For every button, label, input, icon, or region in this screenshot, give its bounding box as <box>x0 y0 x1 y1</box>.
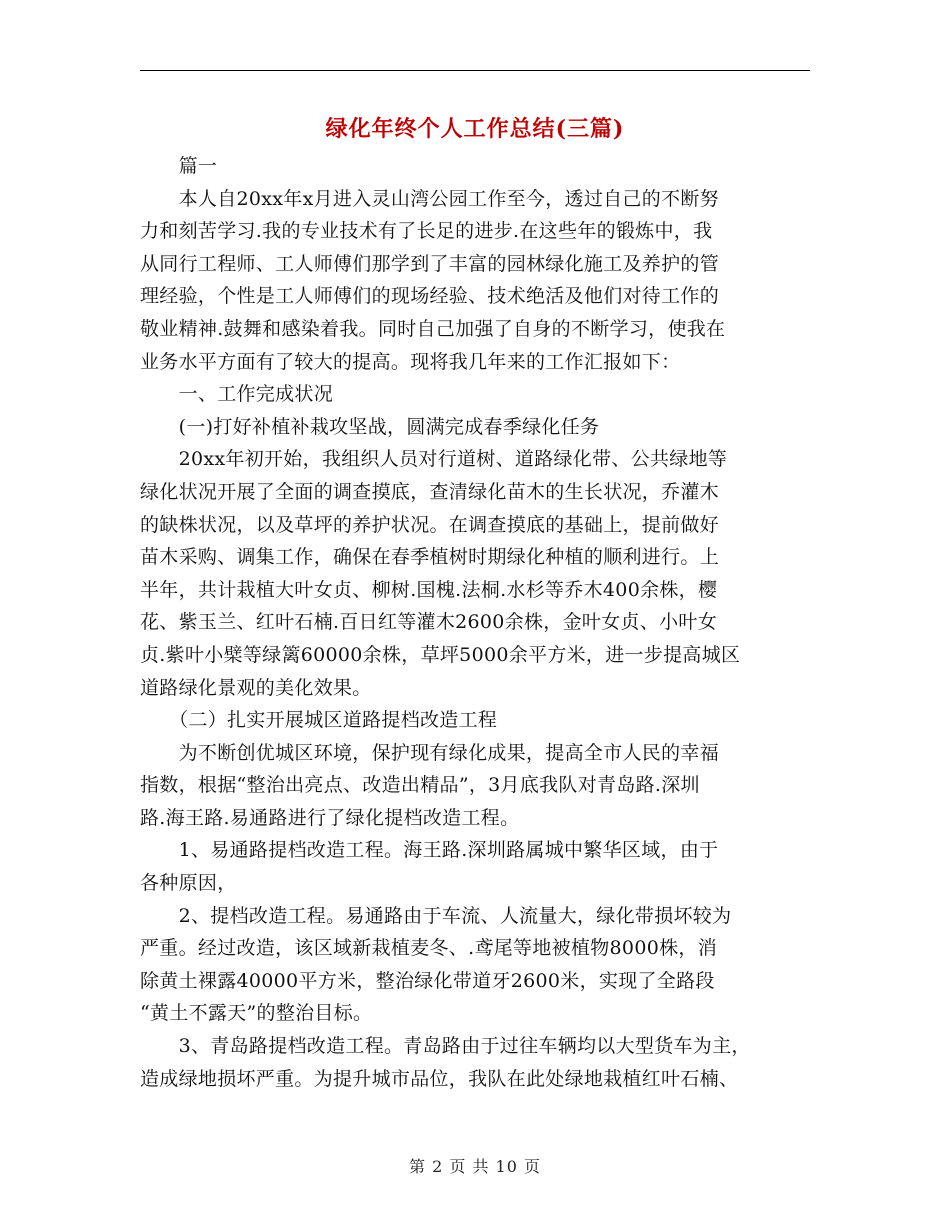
header-rule <box>140 70 810 71</box>
text-line: 各种原因， <box>140 872 237 895</box>
text-line: 敬业精神.鼓舞和感染着我。同时自己加强了自身的不断学习，使我在 <box>140 317 726 340</box>
text-line: 半年，共计栽植大叶女贞、柳树.国槐.法桐.水杉等乔木400余株，樱 <box>140 578 718 601</box>
document-body <box>140 150 815 1095</box>
text-line: 20xx年初开始，我组织人员对行道树、道路绿化带、公共绿地等 <box>140 448 728 471</box>
page-footer: 第 2 页 共 10 页 <box>409 1157 541 1176</box>
text-line: 篇一 <box>140 155 218 177</box>
text-line: 一、工作完成状况 <box>140 383 334 406</box>
text-line: 从同行工程师、工人师傅们那学到了丰富的园林绿化施工及养护的管 <box>140 252 720 275</box>
text-line: 除黄土裸露40000平方米，整治绿化带道牙2600米，实现了全路段 <box>140 969 715 992</box>
text-line: （二）扎实开展城区道路提档改造工程 <box>140 709 498 732</box>
text-line: 严重。经过改造，该区域新栽植麦冬、.鸢尾等地被植物8000株，消 <box>140 937 717 960</box>
text-line: 花、紫玉兰、红叶石楠.百日红等灌木2600余株，金叶女贞、小叶女 <box>140 611 717 634</box>
text-line: 路.海王路.易通路进行了绿化提档改造工程。 <box>140 806 520 829</box>
text-line: 力和刻苦学习.我的专业技术有了长足的进步.在这些年的锻炼中，我 <box>140 220 713 243</box>
text-line: 指数，根据“整治出亮点、改造出精品”，3月底我队对青岛路.深圳 <box>140 774 700 797</box>
text-line: 理经验，个性是工人师傅们的现场经验、技术绝活及他们对待工作的 <box>140 285 720 308</box>
text-line: 2、提档改造工程。易通路由于车流、人流量大，绿化带损坏较为 <box>140 904 732 927</box>
text-line: 为不断创优城区环境，保护现有绿化成果，提高全市人民的幸福 <box>140 741 720 764</box>
text-line: 贞.紫叶小檗等绿篱60000余株，草坪5000余平方米，进一步提高城区 <box>140 643 741 666</box>
text-line: 1、易通路提档改造工程。海王路.深圳路属城中繁华区域，由于 <box>140 839 719 862</box>
text-line: “黄土不露天”的整治目标。 <box>140 1002 373 1025</box>
text-line: 3、青岛路提档改造工程。青岛路由于过往车辆均以大型货车为主， <box>140 1035 751 1058</box>
document-title: 绿化年终个人工作总结(三篇) <box>325 116 625 142</box>
text-line: 道路绿化景观的美化效果。 <box>140 676 372 699</box>
text-line: 绿化状况开展了全面的调查摸底，查清绿化苗木的生长状况，乔灌木 <box>140 480 720 503</box>
text-line: (一)打好补植补栽攻坚战，圆满完成春季绿化任务 <box>140 415 600 438</box>
text-line: 本人自20xx年x月进入灵山湾公园工作至今，透过自己的不断努 <box>140 187 719 210</box>
text-line: 苗木采购、调集工作，确保在春季植树时期绿化种植的顺利进行。上 <box>140 546 720 569</box>
text-line: 造成绿地损坏严重。为提升城市品位，我队在此处绿地栽植红叶石楠、 <box>140 1067 739 1090</box>
text-line: 业务水平方面有了较大的提高。现将我几年来的工作汇报如下： <box>140 350 681 373</box>
text-line: 的缺株状况，以及草坪的养护状况。在调查摸底的基础上，提前做好 <box>140 513 720 536</box>
